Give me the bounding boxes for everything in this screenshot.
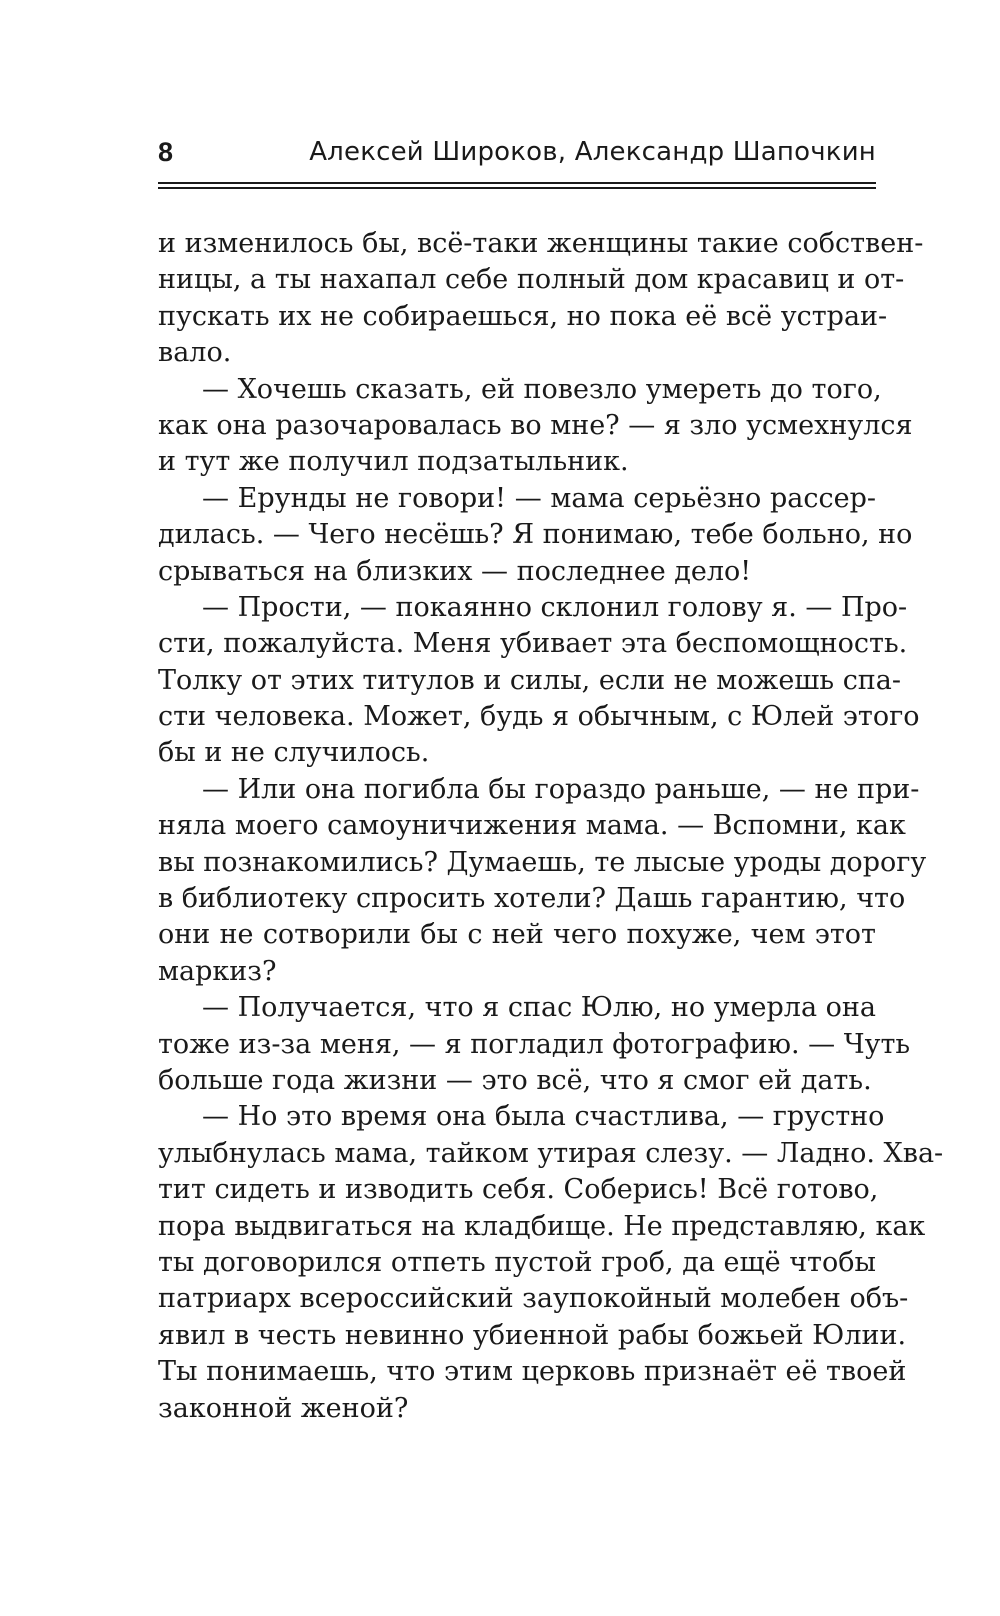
- text-line: Толку от этих титулов и силы, если не можешь спа-: [158, 664, 902, 696]
- text-line: срываться на близких — последнее дело!: [158, 555, 752, 587]
- text-line: вы познакомились? Думаешь, те лысые уроды дорогу: [158, 846, 927, 878]
- text-line: законной женой?: [158, 1392, 409, 1424]
- text-line: больше года жизни — это всё, что я смог ей дать.: [158, 1064, 872, 1096]
- text-line: и тут же получил подзатыльник.: [158, 446, 629, 478]
- text-line: — Прости, — покаянно склонил голову я. — Про-: [202, 591, 908, 623]
- text-line: вало.: [158, 337, 232, 369]
- text-line: бы и не случилось.: [158, 737, 430, 769]
- text-line: — Или она погибла бы гораздо раньше, — не при-: [202, 773, 920, 805]
- text-line: сти, пожалуйста. Меня убивает эта беспомощность.: [158, 628, 908, 660]
- text-line: — Ерунды не говори! — мама серьёзно рассер-: [202, 482, 876, 514]
- text-line: в библиотеку спросить хотели? Дашь гарантию, что: [158, 883, 906, 915]
- text-line: как она разочаровалась во мне? — я зло усмехнулся: [158, 409, 913, 441]
- text-line: тит сидеть и изводить себя. Соберись! Всё готово,: [158, 1174, 879, 1206]
- text-line: они не сотворили бы с ней чего похуже, чем этот: [158, 919, 876, 951]
- text-line: и изменилось бы, всё-таки женщины такие собствен-: [158, 228, 924, 259]
- text-line: патриарх всероссийский заупокойный молебен объ-: [158, 1283, 909, 1315]
- text-line: ты договорился отпеть пустой гроб, да ещё чтобы: [158, 1246, 876, 1278]
- text-line: — Получается, что я спас Юлю, но умерла она: [202, 992, 876, 1024]
- text-line: Ты понимаешь, что этим церковь признаёт её твоей: [158, 1356, 907, 1388]
- text-line: тоже из-за меня, — я погладил фотографию. — Чуть: [158, 1028, 911, 1060]
- text-line: — Но это время она была счастлива, — грустно: [202, 1101, 885, 1133]
- text-line: явил в честь невинно убиенной рабы божьей Юлии.: [158, 1319, 907, 1351]
- text-line: дилась. — Чего несёшь? Я понимаю, тебе больно, но: [158, 519, 913, 551]
- page-number: 8: [158, 137, 174, 167]
- body-text: [158, 226, 944, 1427]
- text-line: маркиз?: [158, 955, 277, 987]
- running-head-authors: Алексей Широков, Александр Шапочкин: [309, 137, 876, 167]
- text-line: — Хочешь сказать, ей повезло умереть до того,: [202, 373, 882, 405]
- text-line: пускать их не собираешься, но пока её всё устраи-: [158, 300, 888, 332]
- page-header: [158, 128, 876, 188]
- text-line: пора выдвигаться на кладбище. Не представляю, как: [158, 1210, 926, 1242]
- header-rule-top: [158, 182, 876, 184]
- text-line: улыбнулась мама, тайком утирая слезу. — Ладно. Хва-: [158, 1137, 944, 1169]
- text-line: няла моего самоуничижения мама. — Вспомни, как: [158, 810, 906, 842]
- text-line: сти человека. Может, будь я обычным, с Юлей этого: [158, 701, 920, 733]
- text-line: ницы, а ты нахапал себе полный дом красавиц и от-: [158, 264, 905, 296]
- header-rule-bottom: [158, 187, 876, 189]
